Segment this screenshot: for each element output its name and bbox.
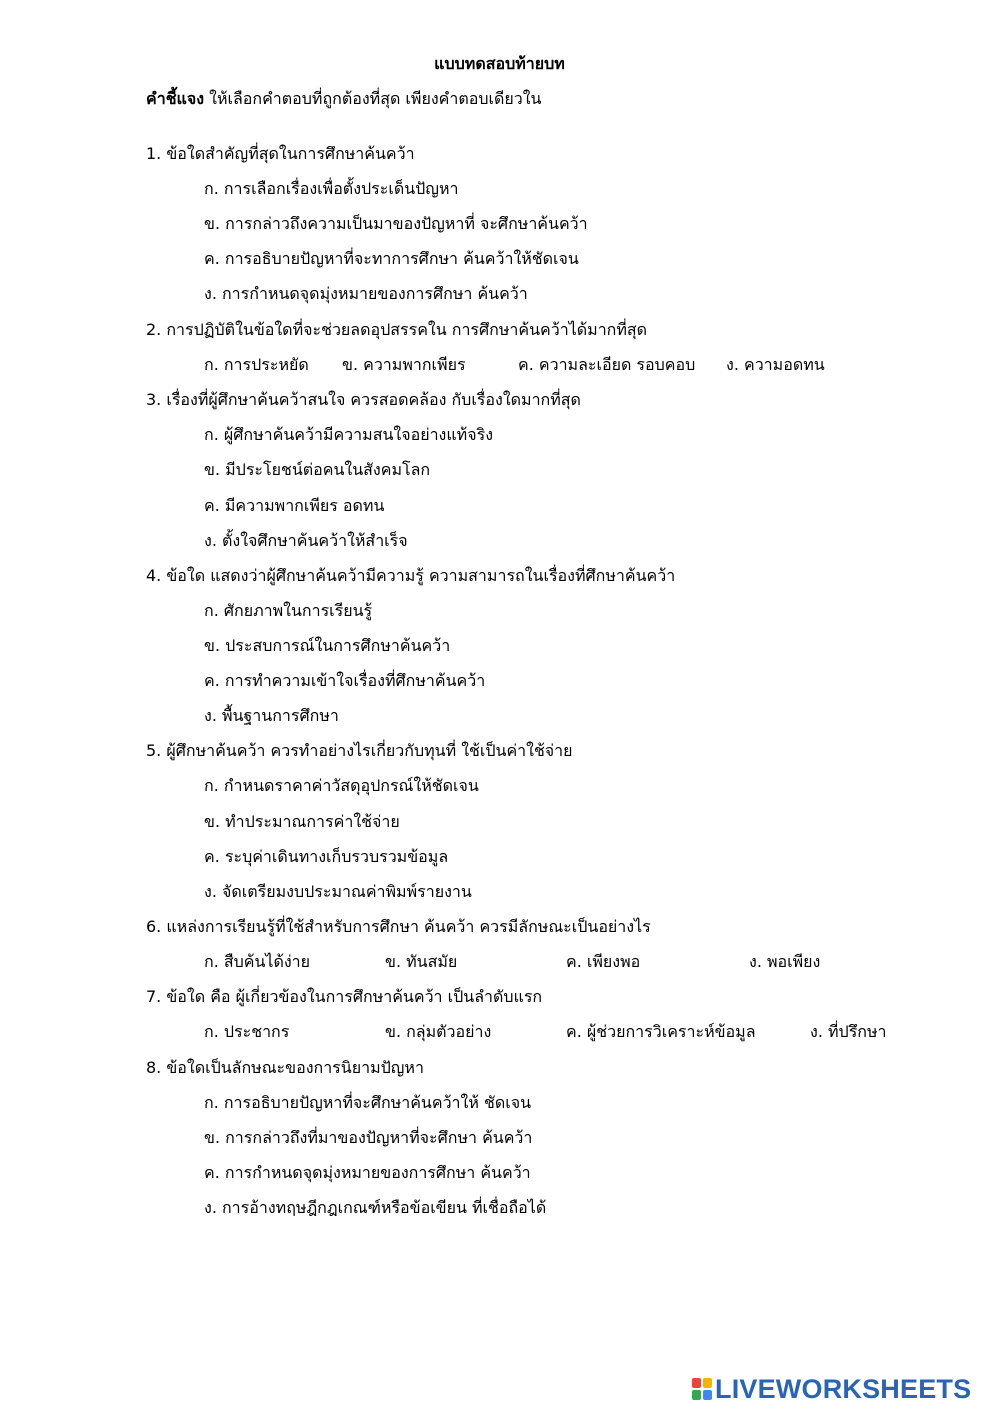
q5-option-c[interactable]: ค. ระบุค่าเดินทางเก็บรวบรวมข้อมูล <box>204 847 449 866</box>
question-3: 3. เรื่องที่ผู้ศึกษาค้นคว้าสนใจ ควรสอดคล้อง กับเรื่องใดมากที่สุด <box>146 390 581 409</box>
q6-option-b[interactable]: ข. ทันสมัย <box>385 952 458 971</box>
q6-option-a[interactable]: ก. สืบค้นได้ง่าย <box>204 952 311 971</box>
q2-option-b[interactable]: ข. ความพากเพียร <box>342 355 466 374</box>
q5-option-a[interactable]: ก. กำหนดราคาค่าวัสดุอุปกรณ์ให้ชัดเจน <box>204 776 479 795</box>
question-8: 8. ข้อใดเป็นลักษณะของการนิยามปัญหา <box>146 1058 424 1077</box>
q7-option-c[interactable]: ค. ผู้ช่วยการวิเคราะห์ข้อมูล <box>566 1022 756 1041</box>
question-4: 4. ข้อใด แสดงว่าผู้ศึกษาค้นคว้ามีความรู้ ความสามารถในเรื่องที่ศึกษาค้นคว้า <box>146 566 676 585</box>
q7-option-a[interactable]: ก. ประชากร <box>204 1022 290 1041</box>
q2-option-d[interactable]: ง. ความอดทน <box>726 355 825 374</box>
instructions-label: คำชี้แจง <box>146 89 205 108</box>
q5-option-d[interactable]: ง. จัดเตรียมงบประมาณค่าพิมพ์รายงาน <box>204 882 472 901</box>
liveworksheets-logo-icon <box>692 1378 712 1400</box>
q1-option-c[interactable]: ค. การอธิบายปัญหาที่จะทาการศึกษา ค้นคว้าให้ชัดเจน <box>204 249 579 268</box>
question-2: 2. การปฏิบัติในข้อใดที่จะช่วยลดอุปสรรคใน การศึกษาค้นคว้าได้มากที่สุด <box>146 320 648 339</box>
liveworksheets-logo-text: LIVEWORKSHEETS <box>715 1373 972 1404</box>
q8-option-b[interactable]: ข. การกล่าวถึงที่มาของปัญหาที่จะศึกษา ค้นคว้า <box>204 1128 533 1147</box>
q4-option-d[interactable]: ง. พื้นฐานการศึกษา <box>204 706 339 725</box>
worksheet-title: แบบทดสอบท้ายบท <box>434 54 565 73</box>
q3-option-a[interactable]: ก. ผู้ศึกษาค้นคว้ามีความสนใจอย่างแท้จริง <box>204 425 493 444</box>
q2-option-c[interactable]: ค. ความละเอียด รอบคอบ <box>518 355 696 374</box>
q1-option-a[interactable]: ก. การเลือกเรื่องเพื่อตั้งประเด็นปัญหา <box>204 179 459 198</box>
q6-option-d[interactable]: ง. พอเพียง <box>749 952 821 971</box>
q3-option-d[interactable]: ง. ตั้งใจศึกษาค้นคว้าให้สำเร็จ <box>204 531 408 550</box>
q1-option-b[interactable]: ข. การกล่าวถึงความเป็นมาของปัญหาที่ จะศึกษาค้นคว้า <box>204 214 588 233</box>
instructions-text: ให้เลือกคำตอบที่ถูกต้องที่สุด เพียงคำตอบเดียวใน <box>204 89 542 108</box>
q4-option-c[interactable]: ค. การทำความเข้าใจเรื่องที่ศึกษาค้นคว้า <box>204 671 486 690</box>
q7-option-d[interactable]: ง. ที่ปรึกษา <box>810 1022 887 1041</box>
instructions <box>146 86 541 112</box>
q4-option-a[interactable]: ก. ศักยภาพในการเรียนรู้ <box>204 601 373 620</box>
q4-option-b[interactable]: ข. ประสบการณ์ในการศึกษาค้นคว้า <box>204 636 451 655</box>
question-6: 6. แหล่งการเรียนรู้ที่ใช้สำหรับการศึกษา ค้นคว้า ควรมีลักษณะเป็นอย่างไร <box>146 917 651 936</box>
question-5: 5. ผู้ศึกษาค้นคว้า ควรทำอย่างไรเกี่ยวกับทุนที่ ใช้เป็นค่าใช้จ่าย <box>146 741 573 760</box>
question-1: 1. ข้อใดสำคัญที่สุดในการศึกษาค้นคว้า <box>146 144 415 163</box>
q1-option-d[interactable]: ง. การกำหนดจุดมุ่งหมายของการศึกษา ค้นคว้า <box>204 284 528 303</box>
q5-option-b[interactable]: ข. ทำประมาณการค่าใช้จ่าย <box>204 812 400 831</box>
q3-option-c[interactable]: ค. มีความพากเพียร อดทน <box>204 496 385 515</box>
q2-option-a[interactable]: ก. การประหยัด <box>204 355 309 374</box>
q3-option-b[interactable]: ข. มีประโยชน์ต่อคนในสังคมโลก <box>204 460 431 479</box>
q8-option-a[interactable]: ก. การอธิบายปัญหาที่จะศึกษาค้นคว้าให้ ชัดเจน <box>204 1093 532 1112</box>
q7-option-b[interactable]: ข. กลุ่มตัวอย่าง <box>385 1022 492 1041</box>
q6-option-c[interactable]: ค. เพียงพอ <box>566 952 641 971</box>
q8-option-d[interactable]: ง. การอ้างทฤษฎีกฎเกณฑ์หรือข้อเขียน ที่เชื่อถือได้ <box>204 1198 547 1217</box>
liveworksheets-logo <box>692 1374 971 1404</box>
question-7: 7. ข้อใด คือ ผู้เกี่ยวข้องในการศึกษาค้นคว้า เป็นลำดับแรก <box>146 987 543 1006</box>
q8-option-c[interactable]: ค. การกำหนดจุดมุ่งหมายของการศึกษา ค้นคว้า <box>204 1163 531 1182</box>
